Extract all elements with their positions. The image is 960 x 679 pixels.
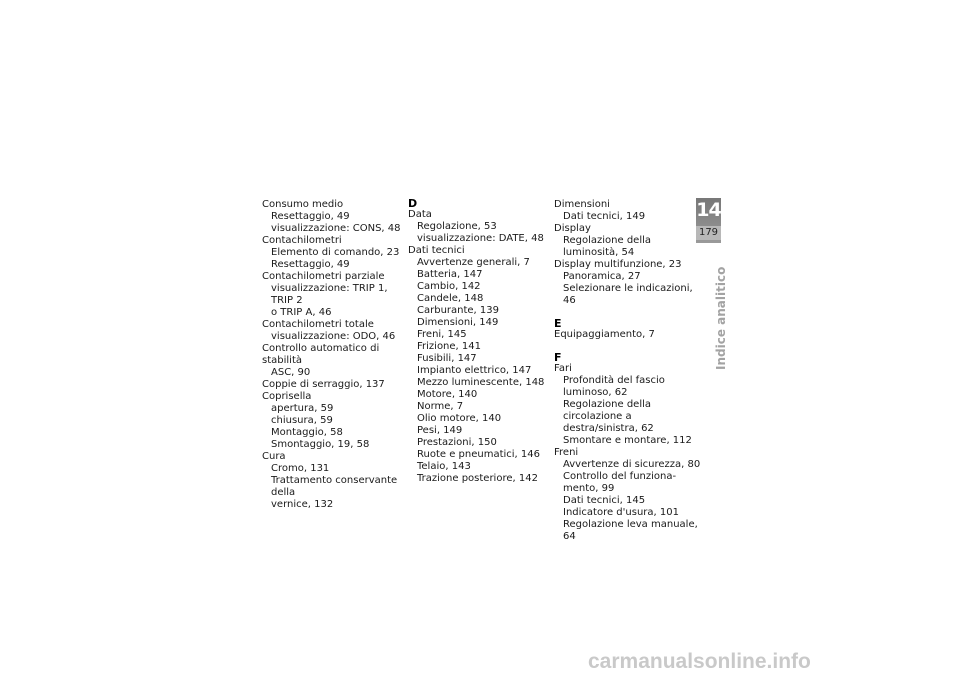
index-entry xyxy=(554,199,704,223)
index-subentry: Smontaggio, 19, 58 xyxy=(271,439,370,450)
index-subentry: Dati tecnici, 145 xyxy=(563,495,646,506)
index-subentry: Regolazione leva manuale, 64 xyxy=(563,519,698,542)
index-subentry: apertura, 59 xyxy=(271,403,334,414)
index-subentry: Prestazioni, 150 xyxy=(417,437,497,448)
index-subentry: Fusibili, 147 xyxy=(417,353,477,364)
index-subentry: visualizzazione: DATE, 48 xyxy=(417,233,544,244)
index-subentry: Motore, 140 xyxy=(417,389,478,400)
index-entry-term: Contachilometri parziale xyxy=(262,271,385,282)
index-subentry: Impianto elettrico, 147 xyxy=(417,365,532,376)
index-subentry: luminosità, 54 xyxy=(563,247,635,258)
index-subentry: Candele, 148 xyxy=(417,293,484,304)
index-subentry: Resettaggio, 49 xyxy=(271,211,350,222)
index-entry-term: Fari xyxy=(554,363,572,374)
index-entry-term: Contachilometri totale xyxy=(262,319,374,330)
index-entry xyxy=(262,235,412,271)
index-subentry: visualizzazione: CONS, 48 xyxy=(271,223,401,234)
index-letter-heading: E xyxy=(554,317,562,330)
index-entry-term: Controllo automatico di stabilità xyxy=(262,343,380,366)
index-subentry: Montaggio, 58 xyxy=(271,427,343,438)
index-entry-term: Display xyxy=(554,223,591,234)
index-entry-term: Contachilometri xyxy=(262,235,342,246)
section-title: Indice analitico xyxy=(714,266,728,370)
index-subentry: vernice, 132 xyxy=(271,499,334,510)
index-entry-term: Cura xyxy=(262,451,286,462)
index-subentry: Dati tecnici, 149 xyxy=(563,211,646,222)
section-gap xyxy=(554,341,704,353)
index-subentry: Telaio, 143 xyxy=(417,461,471,472)
index-subentry: Freni, 145 xyxy=(417,329,467,340)
index-subentry: visualizzazione: TRIP 1, TRIP 2 xyxy=(271,283,388,306)
index-entry-term: Coprisella xyxy=(262,391,312,402)
index-subentry: Norme, 7 xyxy=(417,401,464,412)
index-subentry: Avvertenze di sicurezza, 80 xyxy=(563,459,701,470)
index-subentry: Avvertenze generali, 7 xyxy=(417,257,530,268)
watermark: carmanualsonline.info xyxy=(588,650,811,673)
index-entry-term: Dati tecnici xyxy=(408,245,465,256)
section-gap xyxy=(554,307,704,319)
index-entry-term: Equipaggiamento, 7 xyxy=(554,329,655,340)
index-subentry: Mezzo luminescente, 148 xyxy=(417,377,545,388)
index-subentry: Frizione, 141 xyxy=(417,341,481,352)
index-entry xyxy=(262,343,412,379)
index-subentry: Panoramica, 27 xyxy=(563,271,641,282)
chapter-number: 14 xyxy=(696,199,721,221)
index-subentry: Resettaggio, 49 xyxy=(271,259,350,270)
index-subentry: Selezionare le indicazioni, 46 xyxy=(563,283,693,306)
index-subentry: visualizzazione: ODO, 46 xyxy=(271,331,396,342)
index-entry xyxy=(554,259,704,307)
index-subentry: Trattamento conservante della xyxy=(271,475,398,498)
index-subentry: Pesi, 149 xyxy=(417,425,463,436)
index-entry-term: Display multifunzione, 23 xyxy=(554,259,682,270)
index-subentry: destra/sinistra, 62 xyxy=(563,423,654,434)
index-subentry: Smontare e montare, 112 xyxy=(563,435,692,446)
index-subentry: Regolazione, 53 xyxy=(417,221,497,232)
index-subentry: Profondità del fascio xyxy=(563,375,665,386)
index-entry xyxy=(262,379,412,391)
chapter-tab xyxy=(696,198,721,243)
index-subentry: o TRIP A, 46 xyxy=(271,307,332,318)
index-entry-term: Dimensioni xyxy=(554,199,610,210)
index-subentry: ASC, 90 xyxy=(271,367,311,378)
index-entry-term: Data xyxy=(408,209,432,220)
index-entry-term: Coppie di serraggio, 137 xyxy=(262,379,385,390)
index-entry xyxy=(262,199,412,235)
index-subentry: Controllo del funziona- xyxy=(563,471,677,482)
index-entry xyxy=(262,271,412,319)
index-column-1 xyxy=(262,199,412,511)
index-entry xyxy=(262,319,412,343)
index-subentry: luminoso, 62 xyxy=(563,387,628,398)
index-subentry: Batteria, 147 xyxy=(417,269,483,280)
index-subentry: Olio motore, 140 xyxy=(417,413,502,424)
index-subentry: Regolazione della circolazione a xyxy=(563,399,652,422)
index-subentry: Regolazione della xyxy=(563,235,652,246)
page-number: 179 xyxy=(696,226,721,240)
index-entry xyxy=(554,363,704,447)
index-letter-heading: F xyxy=(554,351,562,364)
index-entry xyxy=(408,245,558,485)
index-column-2 xyxy=(408,199,558,485)
index-column-3 xyxy=(554,199,704,543)
index-subentry: Carburante, 139 xyxy=(417,305,500,316)
index-subentry: mento, 99 xyxy=(563,483,615,494)
index-subentry: Dimensioni, 149 xyxy=(417,317,499,328)
index-entry xyxy=(262,391,412,451)
index-entry xyxy=(554,329,704,341)
index-letter-heading: D xyxy=(408,197,418,210)
section-title-vertical xyxy=(698,266,728,380)
index-entry-term: Freni xyxy=(554,447,579,458)
index-entry-term: Consumo medio xyxy=(262,199,344,210)
index-subentry: Trazione posteriore, 142 xyxy=(417,473,538,484)
index-subentry: Elemento di comando, 23 xyxy=(271,247,400,258)
index-subentry: Ruote e pneumatici, 146 xyxy=(417,449,541,460)
index-subentry: chiusura, 59 xyxy=(271,415,333,426)
index-subentry: Cromo, 131 xyxy=(271,463,330,474)
index-entry xyxy=(408,209,558,245)
index-entry xyxy=(554,447,704,543)
index-subentry: Indicatore d'usura, 101 xyxy=(563,507,679,518)
index-entry xyxy=(262,451,412,511)
index-subentry: Cambio, 142 xyxy=(417,281,481,292)
index-entry xyxy=(554,223,704,259)
